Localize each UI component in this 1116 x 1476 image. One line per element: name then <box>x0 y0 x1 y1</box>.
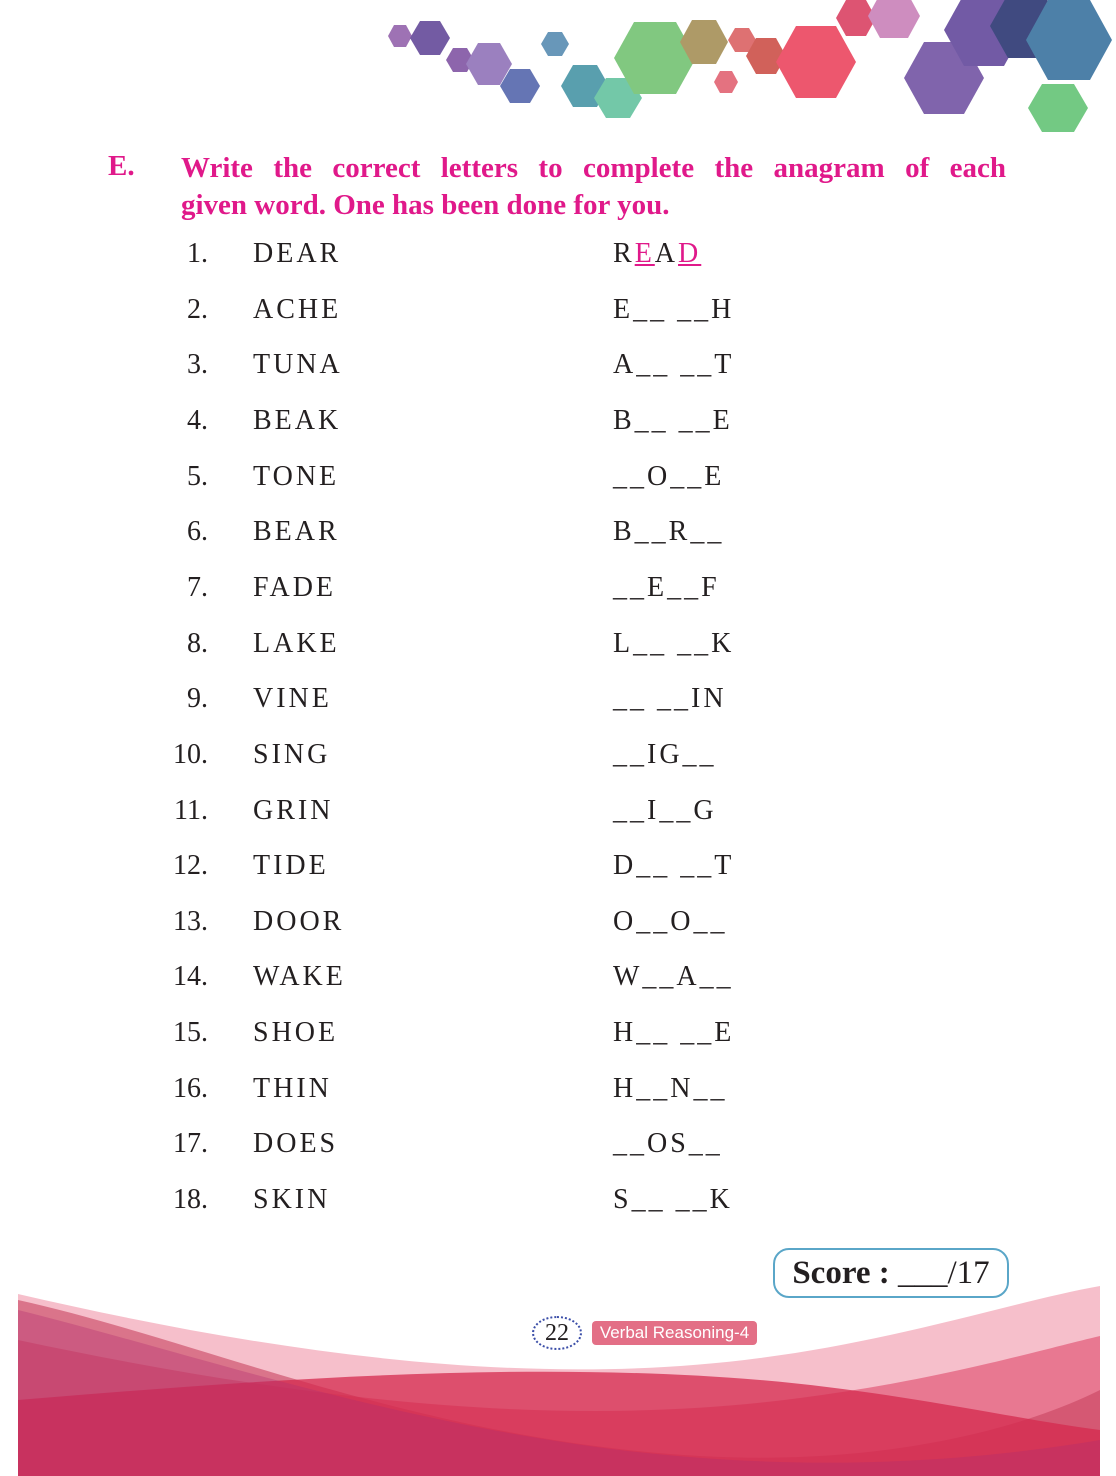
score-blank[interactable]: ___ <box>898 1255 948 1291</box>
anagram-row <box>0 795 1116 851</box>
given-word: SING <box>253 738 331 770</box>
given-word: BEAR <box>253 516 340 548</box>
filled-letter: D <box>678 238 702 269</box>
anagram-row <box>0 1184 1116 1240</box>
given-word: BEAK <box>253 404 342 436</box>
given-word: THIN <box>253 1072 332 1104</box>
book-title-tag: Verbal Reasoning-4 <box>592 1321 757 1345</box>
item-number: 15. <box>173 1017 208 1049</box>
item-number: 17. <box>173 1128 208 1160</box>
anagram-answer[interactable]: __IG__ <box>613 738 717 770</box>
anagram-answer[interactable]: __OS__ <box>613 1128 723 1160</box>
item-number: 9. <box>187 683 208 715</box>
score-total: /17 <box>947 1255 990 1291</box>
anagram-row <box>0 683 1116 739</box>
anagram-row <box>0 461 1116 517</box>
item-number: 11. <box>174 794 208 826</box>
anagram-row <box>0 516 1116 572</box>
given-word: TONE <box>253 460 340 492</box>
hexagon-shape <box>776 26 856 98</box>
given-word: DEAR <box>253 238 342 269</box>
exercise-instruction <box>181 150 1006 224</box>
anagram-answer[interactable]: B__R__ <box>613 516 725 548</box>
anagram-answer[interactable]: H__N__ <box>613 1072 728 1104</box>
anagram-row <box>0 1128 1116 1184</box>
anagram-row <box>0 628 1116 684</box>
item-number: 10. <box>173 738 208 770</box>
given-word: GRIN <box>253 794 334 826</box>
item-number: 16. <box>173 1072 208 1104</box>
given-letter: A <box>654 238 679 269</box>
item-number: 14. <box>173 961 208 993</box>
given-word: TUNA <box>253 349 343 381</box>
item-number: 13. <box>173 905 208 937</box>
item-number: 4. <box>187 404 208 436</box>
item-number: 6. <box>187 516 208 548</box>
anagram-row <box>0 1017 1116 1073</box>
given-word: TIDE <box>253 850 329 882</box>
anagram-row <box>0 294 1116 350</box>
anagram-answer[interactable]: W__A__ <box>613 961 734 993</box>
anagram-answer[interactable]: __O__E <box>613 460 725 492</box>
item-number: 18. <box>173 1184 208 1216</box>
item-number: 1. <box>187 238 208 269</box>
anagram-answer[interactable]: D__ __T <box>613 850 735 882</box>
item-number: 5. <box>187 460 208 492</box>
anagram-answer[interactable] <box>613 238 701 270</box>
anagram-row <box>0 238 1116 294</box>
anagram-row <box>0 572 1116 628</box>
decorative-hexagon-banner <box>0 0 1116 150</box>
given-word: SKIN <box>253 1184 331 1216</box>
page-number: 22 <box>532 1316 582 1350</box>
anagram-row <box>0 850 1116 906</box>
anagram-answer[interactable]: A__ __T <box>613 349 735 381</box>
instruction-line-2: given word. One has been done for you. <box>181 189 670 221</box>
anagram-answer[interactable]: __I__G <box>613 794 717 826</box>
item-number: 7. <box>187 571 208 603</box>
given-word: LAKE <box>253 627 340 659</box>
given-word: DOOR <box>253 905 345 937</box>
item-number: 8. <box>187 627 208 659</box>
hexagon-shape <box>410 21 450 55</box>
anagram-answer[interactable]: __ __IN <box>613 683 727 715</box>
anagram-answer[interactable]: B__ __E <box>613 404 733 436</box>
hexagon-shape <box>1028 84 1088 132</box>
given-word: SHOE <box>253 1017 339 1049</box>
anagram-answer[interactable]: S__ __K <box>613 1184 733 1216</box>
hexagon-shape <box>541 32 569 56</box>
decorative-wave-footer <box>0 1280 1116 1476</box>
item-number: 3. <box>187 349 208 381</box>
anagram-row <box>0 349 1116 405</box>
given-word: WAKE <box>253 961 346 993</box>
exercise-letter: E. <box>108 150 135 182</box>
item-number: 12. <box>173 850 208 882</box>
instruction-line-1: Write the correct letters to complete the anagram of each <box>181 152 1006 184</box>
hexagon-shape <box>868 0 920 38</box>
filled-letter: E <box>634 238 655 269</box>
given-letter: R <box>613 238 635 269</box>
anagram-row <box>0 405 1116 461</box>
item-number: 2. <box>187 293 208 325</box>
given-word: VINE <box>253 683 332 715</box>
anagram-answer[interactable]: O__O__ <box>613 905 728 937</box>
anagram-row <box>0 906 1116 962</box>
anagram-answer[interactable]: E__ __H <box>613 293 735 325</box>
anagram-row <box>0 1073 1116 1129</box>
given-word: DOES <box>253 1128 339 1160</box>
hexagon-shape <box>714 71 738 93</box>
anagram-answer[interactable]: L__ __K <box>613 627 735 659</box>
anagram-row <box>0 961 1116 1017</box>
score-label: Score : <box>792 1255 890 1291</box>
anagram-answer[interactable]: __E__F <box>613 571 720 603</box>
anagram-row <box>0 739 1116 795</box>
hexagon-shape <box>388 25 412 47</box>
anagram-answer[interactable]: H__ __E <box>613 1017 735 1049</box>
given-word: ACHE <box>253 293 342 325</box>
given-word: FADE <box>253 571 337 603</box>
